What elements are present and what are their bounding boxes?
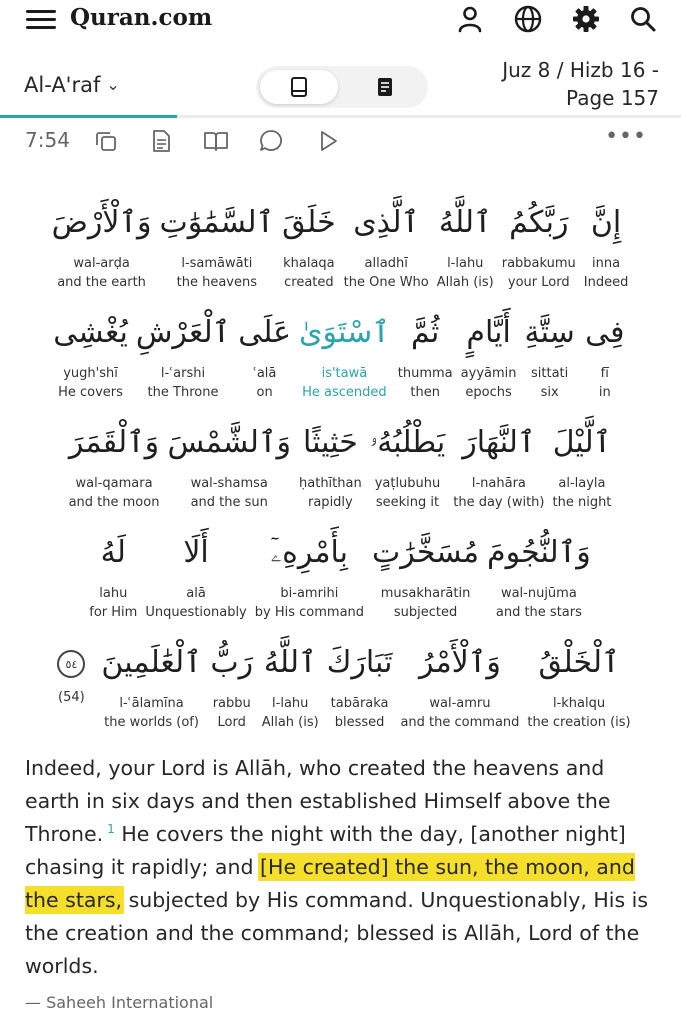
arabic-word: ٱلَّذِى [353, 205, 420, 240]
arabic-word: ٱللَّهُ [438, 205, 492, 240]
word-item[interactable] [437, 192, 494, 292]
word-item[interactable] [69, 412, 160, 512]
word-row [20, 192, 660, 292]
word-translation: Lord [217, 715, 246, 730]
word-translation: the creation (is) [527, 715, 631, 730]
word-item[interactable] [238, 302, 291, 402]
word-item[interactable] [372, 522, 479, 622]
word-transliteration: sittati [531, 366, 569, 381]
word-translation: on [256, 385, 273, 400]
globe-icon[interactable] [513, 4, 543, 34]
word-transliteration: al-layla [558, 476, 606, 491]
translation-text-3: subjected by His command. Unquestionably, His is the creation and the command; blessed is Allāh, Lord of the worlds. [25, 888, 649, 978]
word-transliteration: l-khalqu [552, 696, 606, 711]
arabic-word: ٱسْتَوَىٰ [299, 315, 390, 350]
arabic-word: ٱلْعَرْشِ [135, 315, 231, 350]
word-row [20, 302, 660, 402]
word-item[interactable] [370, 412, 446, 512]
arabic-word: وَٱلشَّمْسَ [167, 425, 292, 460]
arabic-word: بِأَمْرِهِۦٓ [270, 535, 349, 570]
word-transliteration: l-samāwāti [181, 256, 253, 271]
word-translation: then [410, 385, 440, 400]
verse-key-link[interactable]: 7:54 [25, 128, 70, 152]
word-item[interactable] [160, 192, 275, 292]
word-transliteration: tabāraka [330, 696, 389, 711]
word-item[interactable] [255, 522, 364, 622]
reading-progress-bar [0, 115, 681, 118]
word-translation: Unquestionably [145, 605, 247, 620]
word-translation: rapidly [308, 495, 353, 510]
book-filled-icon [375, 76, 395, 98]
word-transliteration: ʿalā [252, 366, 277, 381]
word-transliteration: wal-arḍa [73, 256, 130, 271]
word-item[interactable] [262, 632, 319, 732]
arabic-word: ٱللَّهُ [263, 645, 317, 680]
reading-mode-button[interactable] [346, 70, 424, 104]
word-row [20, 522, 660, 622]
word-transliteration: l-ʿarshi [160, 366, 206, 381]
arabic-word: حَثِيثًا [302, 425, 358, 460]
word-transliteration: wal-amru [429, 696, 491, 711]
word-translation: for Him [89, 605, 138, 620]
word-item[interactable] [344, 192, 429, 292]
word-transliteration: ḥathīthan [299, 476, 362, 491]
word-item[interactable] [527, 632, 630, 732]
word-transliteration: yaṭlubuhu [374, 476, 441, 491]
verse-translation [25, 752, 661, 983]
word-transliteration: inna [592, 256, 621, 271]
juz-hizb-page-info [439, 56, 659, 112]
word-item[interactable] [398, 302, 453, 402]
arabic-word: مُسَخَّرَٰتٍ [372, 535, 480, 570]
word-translation: subjected [393, 605, 458, 620]
translation-mode-button[interactable] [260, 70, 338, 104]
translator-name: — Saheeh International [25, 993, 214, 1012]
reading-progress-fill [0, 115, 177, 118]
arabic-word: ٱلنَّهَارَ [462, 425, 536, 460]
word-translation: Allah (is) [261, 715, 319, 730]
word-translation: the day (with) [453, 495, 545, 510]
word-item[interactable] [210, 632, 254, 732]
search-icon[interactable] [628, 4, 658, 34]
word-item[interactable] [282, 192, 336, 292]
word-translation: the One Who [343, 275, 429, 290]
word-transliteration: is'tawā [321, 366, 368, 381]
word-item[interactable] [145, 522, 246, 622]
word-translation: created [284, 275, 334, 290]
arabic-word: وَٱلْأَمْرُ [419, 645, 501, 680]
chapter-name: Al-A'raf [24, 73, 101, 97]
menu-icon[interactable] [26, 10, 56, 30]
word-item[interactable] [101, 632, 201, 732]
word-translation: epochs [465, 385, 512, 400]
word-item[interactable] [136, 302, 230, 402]
word-translation: and the stars [495, 605, 582, 620]
tafsir-icon[interactable] [148, 128, 174, 154]
user-icon[interactable] [455, 4, 485, 34]
word-translation: six [540, 385, 559, 400]
word-item[interactable] [327, 632, 393, 732]
arabic-word: وَٱلْأَرْضَ [51, 205, 152, 240]
word-transliteration: yugh'shī [63, 366, 118, 381]
arabic-word: ٱلسَّمَٰوَٰتِ [159, 205, 275, 240]
word-translation: the night [552, 495, 612, 510]
word-transliteration: alladhī [364, 256, 408, 271]
word-row [20, 412, 660, 512]
chapter-bar [0, 56, 681, 120]
word-item[interactable] [89, 522, 137, 622]
footnote-link[interactable]: 1 [107, 822, 115, 837]
word-transliteration: khalaqa [283, 256, 335, 271]
arabic-word: ٱلْخَلْقُ [538, 645, 620, 680]
word-transliteration: bi-amrihi [280, 586, 339, 601]
word-transliteration: l-lahu [447, 256, 484, 271]
reflection-chat-icon[interactable] [258, 128, 284, 154]
copy-icon[interactable] [93, 128, 119, 154]
arabic-word: وَٱلنُّجُومَ [487, 535, 591, 570]
arabic-word: سِتَّةِ [524, 315, 575, 350]
word-transliteration: musakharātin [380, 586, 471, 601]
word-item[interactable] [487, 522, 591, 622]
word-row [20, 632, 660, 732]
word-item[interactable] [167, 412, 291, 512]
word-item[interactable] [400, 632, 519, 732]
word-item[interactable] [52, 192, 152, 292]
word-item[interactable] [553, 412, 612, 512]
arabic-word: أَلَا [183, 535, 209, 570]
arabic-word: رَبُّ [210, 645, 254, 680]
word-transliteration: ayyāmin [460, 366, 517, 381]
word-transliteration: rabbakumu [501, 256, 576, 271]
word-translation: He covers [58, 385, 123, 400]
arabic-word: يُغْشِى [53, 315, 128, 350]
word-translation: Indeed [583, 275, 629, 290]
word-transliteration: rabbu [212, 696, 251, 711]
word-translation: by His command [254, 605, 365, 620]
arabic-word: رَبَّكُمُ [509, 205, 569, 240]
word-translation: in [598, 385, 611, 400]
word-translation: seeking it [375, 495, 440, 510]
ayah-number: (54) [58, 690, 85, 705]
word-item[interactable] [461, 302, 517, 402]
arabic-word: يَطْلُبُهُۥ [369, 425, 446, 460]
verse-actions [0, 122, 681, 162]
arabic-word: ٱلَّيْلَ [552, 425, 612, 460]
juz-hizb-label: Juz 8 / Hizb 16 - [502, 58, 659, 82]
open-book-icon[interactable] [203, 128, 229, 154]
arabic-word: خَلَقَ [282, 205, 336, 240]
word-translation: your Lord [507, 275, 570, 290]
word-transliteration: wal-shamsa [190, 476, 268, 491]
arabic-word: ثُمَّ [411, 315, 440, 350]
word-transliteration: alā [186, 586, 206, 601]
word-translation: and the sun [190, 495, 268, 510]
ayah-number-glyph: ٥٤ [57, 650, 85, 678]
word-item[interactable] [583, 302, 627, 402]
word-transliteration: wal-qamara [75, 476, 153, 491]
word-translation: blessed [334, 715, 385, 730]
brand-logo[interactable]: Quran.com [70, 4, 213, 31]
word-transliteration: wal-nujūma [500, 586, 577, 601]
word-transliteration: l-ʿālamīna [119, 696, 184, 711]
arabic-word: أَيَّامٍ [466, 315, 511, 350]
word-translation: and the moon [68, 495, 160, 510]
arabic-word: لَهُ [100, 535, 126, 570]
top-navbar [0, 0, 681, 40]
word-transliteration: fī [600, 366, 609, 381]
more-options-icon[interactable]: ••• [605, 124, 647, 149]
play-icon[interactable] [315, 128, 341, 154]
word-translation: the Throne [147, 385, 219, 400]
word-item[interactable] [299, 412, 362, 512]
highlighted-text: [He created] the sun, the moon, and the stars, [25, 855, 635, 912]
word-item[interactable] [53, 302, 128, 402]
arabic-word: فِى [585, 315, 625, 350]
word-transliteration: lahu [99, 586, 128, 601]
word-translation: the heavens [176, 275, 258, 290]
chevron-down-icon: ⌄ [106, 75, 120, 94]
word-item[interactable] [453, 412, 544, 512]
word-translation: and the command [400, 715, 520, 730]
word-translation: He ascended [302, 385, 387, 400]
page-label: Page 157 [566, 86, 659, 110]
word-item[interactable] [584, 192, 629, 292]
word-item[interactable] [525, 302, 575, 402]
book-outline-icon [289, 76, 309, 98]
arabic-word: عَلَى [238, 315, 292, 350]
translation-text-1: Indeed, your Lord is Allāh, who created the heavens and earth in six days and then established Himself above the Throne. [25, 756, 611, 846]
word-translation: the worlds (of) [104, 715, 199, 730]
arabic-word: تَبَارَكَ [326, 645, 393, 680]
gear-icon[interactable] [571, 4, 601, 34]
word-item[interactable] [299, 302, 390, 402]
chapter-selector[interactable] [24, 73, 120, 97]
arabic-word: إِنَّ [590, 205, 622, 240]
reading-mode-toggle [256, 66, 428, 108]
word-transliteration: l-nahāra [471, 476, 526, 491]
word-item[interactable] [502, 192, 576, 292]
word-transliteration: thumma [397, 366, 453, 381]
ayah-end-marker[interactable] [49, 632, 93, 707]
word-transliteration: l-lahu [272, 696, 309, 711]
word-translation: Allah (is) [436, 275, 494, 290]
word-translation: and the earth [57, 275, 146, 290]
word-by-word-verse [20, 192, 660, 742]
arabic-word: ٱلْعَٰلَمِينَ [101, 645, 202, 680]
translation-text-2: He covers the night with the day, [another night] chasing it rapidly; and [25, 822, 626, 879]
arabic-word: وَٱلْقَمَرَ [68, 425, 160, 460]
